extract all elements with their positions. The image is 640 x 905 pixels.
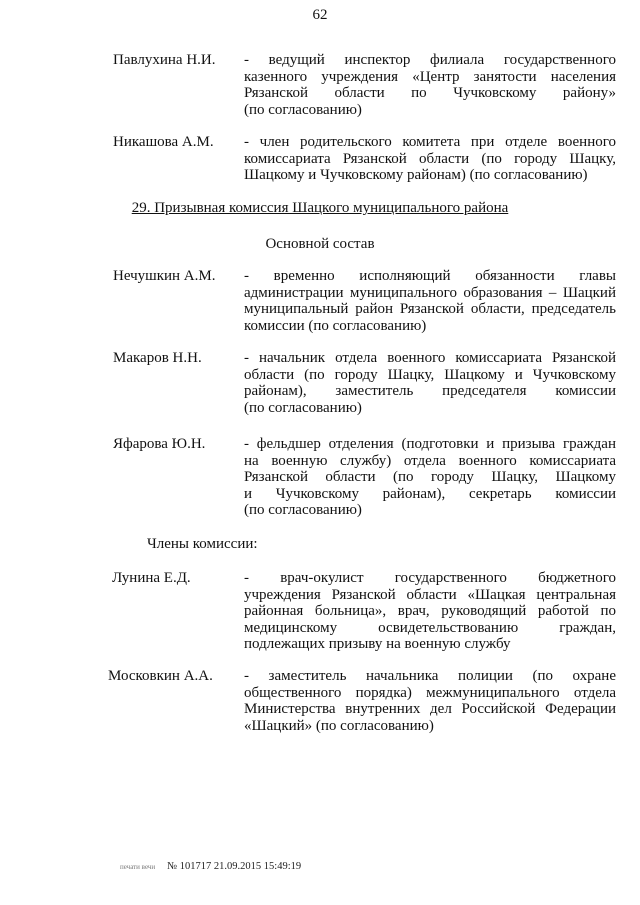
description-line: районам), заместитель председателя комиссии xyxy=(244,383,616,399)
member-description xyxy=(244,268,616,334)
description-line: комиссариата Рязанской области (по городу Шацку, xyxy=(244,150,616,167)
description-line: Рязанской области (по городу Шацку, Шацкому xyxy=(244,469,616,485)
document-footer-stamp xyxy=(120,859,301,876)
description-line: медицинскому освидетельствованию граждан, xyxy=(244,619,616,636)
description-line: подлежащих призыву на военную службу xyxy=(244,636,511,652)
description-line: - член родительского комитета при отделе военного xyxy=(244,134,616,150)
member-name: Нечушкин А.М. xyxy=(113,268,216,284)
description-line: - ведущий инспектор филиала государственного xyxy=(244,52,616,68)
main-composition-label: Основной состав xyxy=(265,236,375,252)
member-description xyxy=(244,134,616,184)
member-name: Яфарова Ю.Н. xyxy=(113,436,206,452)
page-number: 62 xyxy=(312,7,328,23)
member-name: Никашова А.М. xyxy=(113,134,214,150)
member-description xyxy=(244,52,616,118)
member-description xyxy=(244,436,616,519)
description-line: общественного порядка) межмуниципального отдела xyxy=(244,684,616,701)
description-line: (по согласованию) xyxy=(244,502,362,518)
member-name: Лунина Е.Д. xyxy=(112,570,191,586)
description-line: на военную службу) отдела военного комиссариата xyxy=(244,452,616,469)
description-line: Министерства внутренних дел Российской Федерации xyxy=(244,701,616,717)
description-line: Рязанской области по Чучковскому району» xyxy=(244,85,616,101)
description-line: области (по городу Шацку, Шацкому и Чучковскому xyxy=(244,366,616,383)
description-line: - заместитель начальника полиции (по охране xyxy=(244,668,616,684)
description-line: - врач-окулист государственного бюджетного xyxy=(244,570,616,586)
section-title: 29. Призывная комиссия Шацкого муниципального района xyxy=(131,200,509,216)
description-line: (по согласованию) xyxy=(244,101,362,118)
member-name: Павлухина Н.И. xyxy=(113,52,216,68)
description-line: Шацкому и Чучковскому районам) (по согласованию) xyxy=(244,167,588,183)
description-line: администрации муниципального образования – Шацкий xyxy=(244,284,616,301)
description-line: - временно исполняющий обязанности главы xyxy=(244,268,616,284)
member-description xyxy=(244,350,616,416)
footer-faint-text: печати вечи xyxy=(120,863,156,871)
description-line: казенного учреждения «Центр занятости населения xyxy=(244,68,616,85)
description-line: - фельдшер отделения (подготовки и призыва граждан xyxy=(244,436,616,452)
description-line: комиссии (по согласованию) xyxy=(244,317,427,334)
description-line: «Шацкий» (по согласованию) xyxy=(244,717,434,734)
footer-stamp-text: № 101717 21.09.2015 15:49:19 xyxy=(167,861,302,872)
members-label: Члены комиссии: xyxy=(147,536,258,552)
description-line: - начальник отдела военного комиссариата Рязанской xyxy=(244,350,616,366)
description-line: учреждения Рязанской области «Шацкая центральная xyxy=(244,586,616,603)
description-line: муниципальный район Рязанской области, председатель xyxy=(244,301,616,317)
member-name: Московкин А.А. xyxy=(108,668,213,684)
member-name: Макаров Н.Н. xyxy=(113,350,202,366)
description-line: районная больница», врач, руководящий работой по xyxy=(244,603,616,619)
description-line: (по согласованию) xyxy=(244,399,362,416)
member-description xyxy=(244,668,616,734)
description-line: и Чучковскому районам), секретарь комиссии xyxy=(244,485,616,502)
member-description xyxy=(244,570,616,653)
